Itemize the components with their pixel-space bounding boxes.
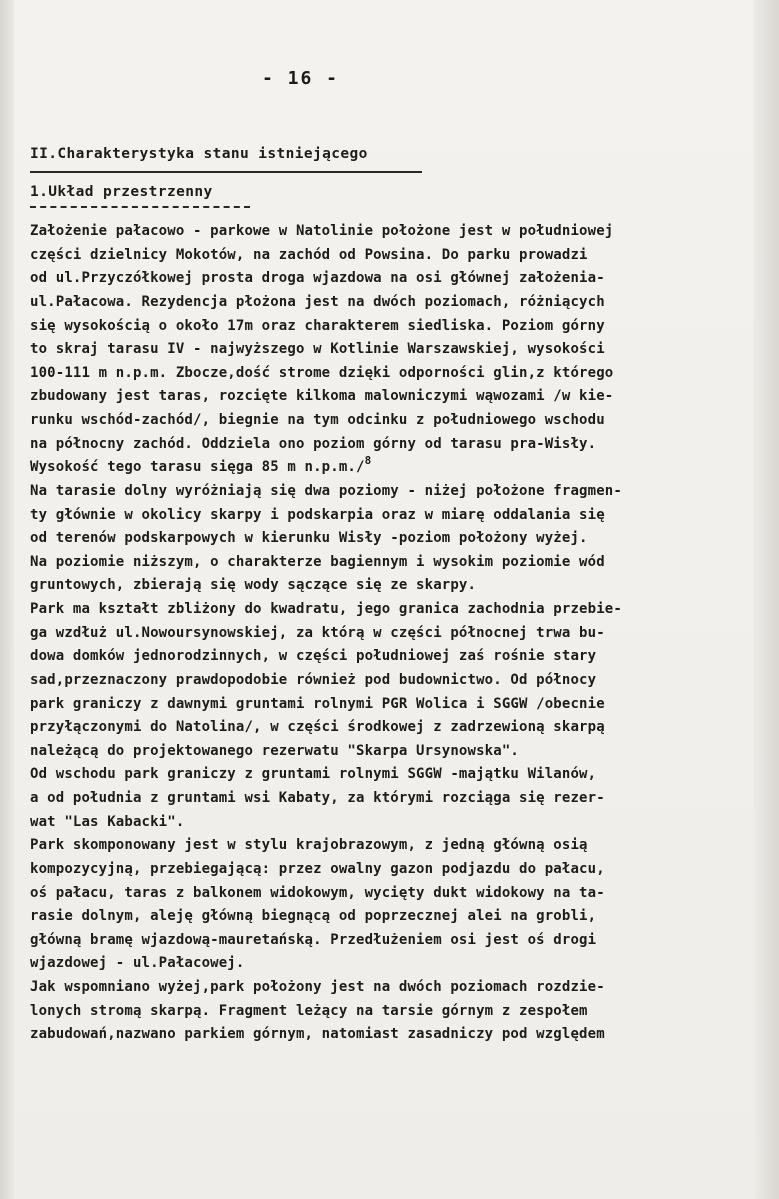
text-line: Park skomponowany jest w stylu krajobrazowym, z jedną główną osią xyxy=(30,837,588,854)
text-line: lonych stromą skarpą. Fragment leżący na tarsie górnym z zespołem xyxy=(30,1002,588,1019)
text-line: sad,przeznaczony prawdopodobie również pod budownictwo. Od północy xyxy=(30,671,597,688)
text-line: na północny zachód. Oddziela ono poziom górny od tarasu pra-Wisły. xyxy=(30,435,597,452)
page-number: - 16 - xyxy=(262,68,340,89)
text-line: kompozycyjną, przebiegającą: przez owalny gazon podjazdu do pałacu, xyxy=(30,860,605,877)
text-line: 100-111 m n.p.m. Zbocze,dość strome dzięki odporności glin,z którego xyxy=(30,364,614,381)
text-line: od ul.Przyczółkowej prosta droga wjazdowa na osi głównej założenia- xyxy=(30,270,605,287)
text-line: runku wschód-zachód/, biegnie na tym odcinku z południowego wschodu xyxy=(30,412,605,428)
text-line: dowa domków jednorodzinnych, w części południowej zaś rośnie stary xyxy=(30,648,597,665)
subsection-heading: 1.Układ przestrzenny xyxy=(30,184,213,200)
heading-underline xyxy=(30,171,422,173)
text-line: ga wzdłuż ul.Nowoursynowskiej, za którą w części północnej trwa bu- xyxy=(30,624,605,641)
text-line: Park ma kształt zbliżony do kwadratu, jego granica zachodnia przebie- xyxy=(30,601,622,617)
footnote-mark: 8 xyxy=(364,454,372,468)
text-line: się wysokością o około 17m oraz charakterem siedliska. Poziom górny xyxy=(30,317,605,334)
text-line: Na poziomie niższym, o charakterze bagiennym i wysokim poziomie wód xyxy=(30,553,605,570)
text-line: zbudowany jest taras, rozcięte kilkoma malowniczymi wąwozami /w kie- xyxy=(30,388,614,405)
text-line: rasie dolnym, aleję główną biegnącą od poprzecznej alei na grobli, xyxy=(30,908,597,925)
text-line: to skraj tarasu IV - najwyższego w Kotlinie Warszawskiej, wysokości xyxy=(30,341,605,358)
text-line: park graniczy z dawnymi gruntami rolnymi PGR Wolica i SGGW /obecnie xyxy=(30,695,605,712)
text-line: ul.Pałacowa. Rezydencja płożona jest na dwóch poziomach, różniących xyxy=(30,293,605,310)
text-line: ty głównie w okolicy skarpy i podskarpia oraz w miarę oddalania się xyxy=(30,506,605,523)
text-line: wjazdowej - ul.Pałacowej. xyxy=(30,955,245,972)
text-line: a od południa z gruntami wsi Kabaty, za którymi rozciąga się rezer- xyxy=(30,790,605,806)
text-line: gruntowych, zbierają się wody sączące się ze skarpy. xyxy=(30,577,477,594)
scan-edge-left xyxy=(0,0,14,1199)
text-line: Jak wspomniano wyżej,park położony jest na dwóch poziomach rozdzie- xyxy=(30,979,605,995)
text-line: należącą do projektowanego rezerwatu "Skarpa Ursynowska". xyxy=(30,742,519,759)
text-line: Na tarasie dolny wyróżniają się dwa poziomy - niżej położone fragmen- xyxy=(30,482,622,499)
text-line-content: Wysokość tego tarasu sięga 85 m n.p.m./ xyxy=(30,459,365,476)
text-line: od terenów podskarpowych w kierunku Wisły -poziom położony wyżej. xyxy=(30,530,588,547)
section-heading: II.Charakterystyka stanu istniejącego xyxy=(30,146,368,162)
text-line: przyłączonymi do Natolina/, w części środkowej z zadrzewioną skarpą xyxy=(30,719,605,736)
text-line: zabudowań,nazwano parkiem górnym, natomiast zasadniczy pod względem xyxy=(30,1026,605,1043)
text-line-with-footnote xyxy=(30,456,760,480)
text-line: główną bramę wjazdową-mauretańską. Przedłużeniem osi jest oś drogi xyxy=(30,931,597,948)
subheading-underline xyxy=(30,206,250,209)
text-line: Od wschodu park graniczy z gruntami rolnymi SGGW -majątku Wilanów, xyxy=(30,766,597,783)
text-line: wat "Las Kabacki". xyxy=(30,813,185,830)
body-text xyxy=(30,220,760,1047)
text-line: części dzielnicy Mokotów, na zachód od Powsina. Do parku prowadzi xyxy=(30,246,588,263)
text-line: Założenie pałacowo - parkowe w Natolinie położone jest w południowej xyxy=(30,223,614,239)
text-line: oś pałacu, taras z balkonem widokowym, wycięty dukt widokowy na ta- xyxy=(30,884,605,901)
